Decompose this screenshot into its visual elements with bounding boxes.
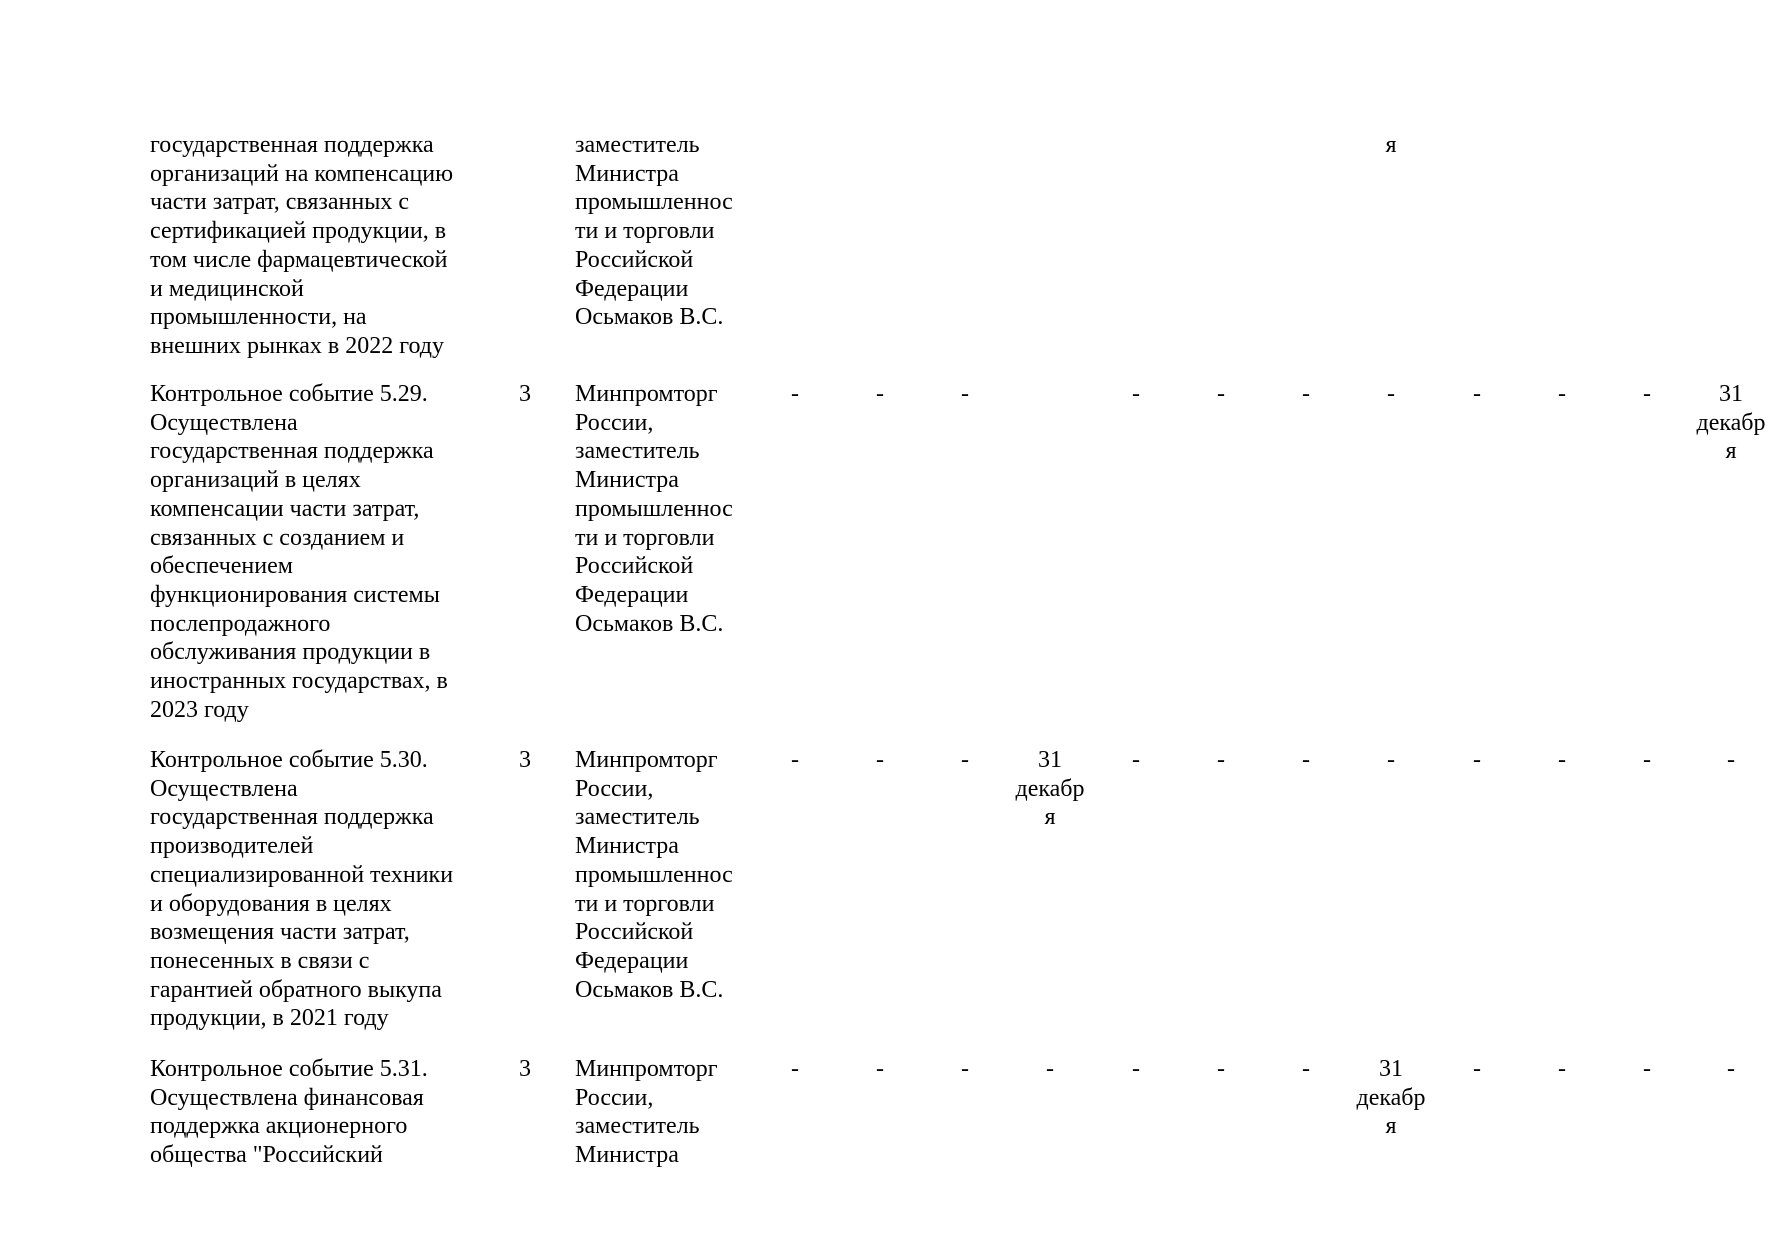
event-description: Контрольное событие 5.30. Осуществлена государственная поддержка производителей специализированной техники и оборудования в целях возмещения части затрат, понесенных в связи с гарантией обратного выкупа продукции, в 2021 году bbox=[150, 747, 454, 1032]
month-cell: - bbox=[1473, 747, 1481, 773]
month-cell: - bbox=[876, 381, 884, 407]
month-cell: - bbox=[1302, 1056, 1310, 1082]
month-cell: - bbox=[1727, 747, 1735, 773]
month-cell: - bbox=[791, 381, 799, 407]
month-cell: - bbox=[961, 1056, 969, 1082]
month-cell: - bbox=[1643, 1056, 1651, 1082]
month-cell: - bbox=[1132, 381, 1140, 407]
month-cell: - bbox=[1217, 381, 1225, 407]
month-cell: - bbox=[1473, 381, 1481, 407]
event-level: 3 bbox=[519, 381, 531, 407]
month-cell: - bbox=[1558, 381, 1566, 407]
month-cell: - bbox=[1727, 1056, 1735, 1082]
month-cell: - bbox=[1132, 1056, 1140, 1082]
responsible-party: Минпромторг России, заместитель Министра промышленнос ти и торговли Российской Федерации Осьмаков В.С. bbox=[575, 747, 733, 1003]
month-cell: - bbox=[1387, 747, 1395, 773]
month-cell: - bbox=[961, 381, 969, 407]
month-cell: - bbox=[961, 747, 969, 773]
event-level: 3 bbox=[519, 747, 531, 773]
month-cell: - bbox=[1473, 1056, 1481, 1082]
month-cell: - bbox=[876, 1056, 884, 1082]
month-cell: - bbox=[1046, 1056, 1054, 1082]
month-cell: - bbox=[1558, 1056, 1566, 1082]
month-cell: - bbox=[1217, 1056, 1225, 1082]
event-description: государственная поддержка организаций на компенсацию части затрат, связанных с сертификацией продукции, в том числе фармацевтической и медицинской промышленности, на внешних рынках в 2022 году bbox=[150, 132, 454, 359]
month-cell: - bbox=[1387, 381, 1395, 407]
month-cell: - bbox=[1643, 747, 1651, 773]
month-cell: - bbox=[1558, 747, 1566, 773]
month-cell: 31 декабр я bbox=[1356, 1056, 1426, 1140]
month-cell: - bbox=[791, 747, 799, 773]
month-cell: - bbox=[1302, 747, 1310, 773]
month-cell: 31 декабр я bbox=[1696, 381, 1766, 465]
month-cell: - bbox=[876, 747, 884, 773]
month-cell: - bbox=[1217, 747, 1225, 773]
event-description: Контрольное событие 5.31. Осуществлена финансовая поддержка акционерного общества "Российский bbox=[150, 1056, 428, 1169]
month-cell: - bbox=[1132, 747, 1140, 773]
event-level: 3 bbox=[519, 1056, 531, 1082]
month-cell: 31 декабр я bbox=[1015, 747, 1085, 831]
responsible-party: Минпромторг России, заместитель Министра bbox=[575, 1056, 718, 1169]
month-cell: - bbox=[791, 1056, 799, 1082]
event-description: Контрольное событие 5.29. Осуществлена государственная поддержка организаций в целях компенсации части затрат, связанных с созданием и обеспечением функционирования системы послепродажного обслуживания продукции в иностранных государствах, в 2023 году bbox=[150, 381, 448, 723]
responsible-party: заместитель Министра промышленнос ти и торговли Российской Федерации Осьмаков В.С. bbox=[575, 132, 733, 331]
month-cell: - bbox=[1643, 381, 1651, 407]
month-cell: - bbox=[1302, 381, 1310, 407]
month-cell: я bbox=[1385, 132, 1397, 158]
responsible-party: Минпромторг России, заместитель Министра промышленнос ти и торговли Российской Федерации Осьмаков В.С. bbox=[575, 381, 733, 637]
